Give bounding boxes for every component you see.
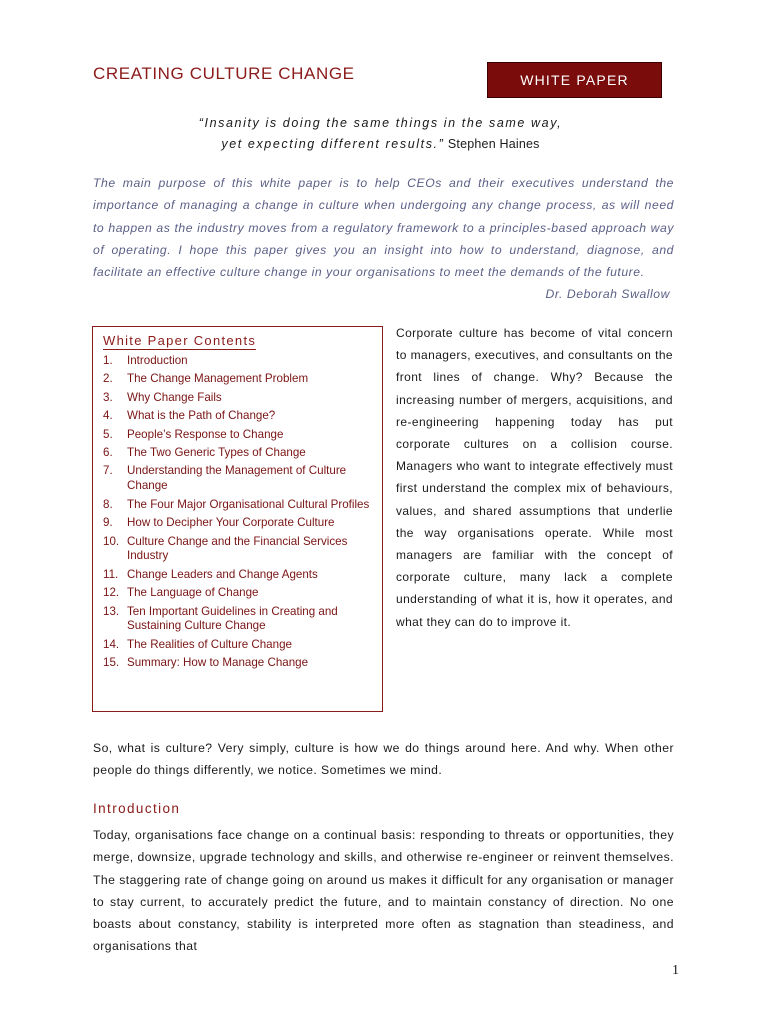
white-paper-badge: WHITE PAPER [487, 62, 662, 98]
contents-list [103, 354, 378, 675]
page-number: 1 [672, 963, 679, 978]
contents-item-text: People’s Response to Change [127, 427, 284, 441]
introduction-paragraph: Today, organisations face change on a continual basis: responding to threats or opportunities, they merge, downsize, upgrade technology and skills, and otherwise re-engineer or reinvent themselves. The staggering rate of change going on around us makes it difficult for any organisation or manager to stay current, to accurately predict the future, and to maintain constancy of direction. No one boasts about constancy, stability is interpreted more often as stagnation than steadiness, and organisations that [93, 828, 674, 954]
contents-item [103, 372, 378, 387]
contents-item-text: What is the Path of Change? [127, 409, 276, 423]
contents-item [103, 428, 378, 443]
contents-item [103, 516, 378, 531]
contents-item-text: The Language of Change [127, 586, 259, 600]
contents-item-text: Summary: How to Manage Change [127, 656, 309, 670]
contents-item-text: The Two Generic Types of Change [127, 445, 306, 459]
contents-item-number: 15. [103, 656, 120, 670]
contents-item-text: The Four Major Organisational Cultural Profiles [127, 497, 370, 511]
contents-title: White Paper Contents [103, 333, 257, 348]
contents-item [103, 354, 378, 369]
contents-item [103, 568, 378, 583]
contents-item [103, 638, 378, 653]
contents-item-number: 13. [103, 604, 120, 618]
contents-item-number: 11. [103, 567, 119, 581]
quote-line-1: “Insanity is doing the same things in the same way, [198, 116, 563, 130]
contents-item-number: 12. [103, 586, 120, 600]
contents-item [103, 586, 378, 601]
opening-quote [93, 113, 668, 155]
contents-item-text: Understanding the Management of Culture Change [127, 464, 347, 492]
culture-definition-paragraph: So, what is culture? Very simply, culture is how we do things around here. And why. When other people do things differently, we notice. Sometimes we mind. [93, 741, 674, 778]
contents-item-number: 9. [103, 516, 113, 530]
contents-item-number: 6. [103, 445, 113, 459]
contents-item-number: 7. [103, 464, 113, 478]
contents-item-text: Ten Important Guidelines in Creating and Sustaining Culture Change [127, 604, 338, 633]
abstract-paragraph [93, 172, 674, 306]
abstract-signature: Dr. Deborah Swallow [545, 287, 670, 302]
contents-item-number: 8. [103, 497, 113, 511]
contents-item-text: Culture Change and the Financial Services Industry [127, 534, 348, 563]
contents-item-number: 5. [103, 427, 113, 441]
contents-item-number: 10. [103, 534, 120, 548]
contents-item [103, 409, 378, 424]
contents-item [103, 605, 378, 634]
contents-item-text: The Realities of Culture Change [127, 637, 292, 651]
contents-item-number: 2. [103, 372, 113, 386]
corporate-culture-paragraph: Corporate culture has become of vital concern to managers, executives, and consultants on the front lines of change. Why? Because the increasing number of mergers, acquisitions, and re-engineering happening today has put corporate cultures on a collision course. Managers who want to integrate effectively must first understand the complex mix of behaviours, values, and shared assumptions that underlie the way organisations operate. While most managers are familiar with the concept of corporate culture, many lack a complete understanding of what it is, how it operates, and what they can do to improve it. [396, 326, 673, 629]
contents-item [103, 391, 378, 406]
contents-item-text: Why Change Fails [127, 390, 222, 404]
contents-item [103, 446, 378, 461]
contents-item-number: 4. [103, 409, 113, 423]
contents-item [103, 464, 378, 493]
introduction-heading: Introduction [93, 801, 181, 816]
quote-line-2: yet expecting different results.” [221, 137, 445, 151]
abstract-text: The main purpose of this white paper is to help CEOs and their executives understand the importance of managing a change in culture when undergoing any change process, as will need to happen as the industry moves from a regulatory framework to a principles-based approach way of operating. I hope this paper gives you an insight into how to understand, diagnose, and facilitate an effective culture change in your organisations to meet the demands of the future. [93, 176, 674, 280]
contents-item [103, 498, 378, 513]
contents-box [92, 326, 383, 712]
contents-item-text: Change Leaders and Change Agents [127, 567, 318, 581]
contents-item-text: The Change Management Problem [127, 372, 309, 386]
contents-item [103, 656, 378, 671]
contents-item-number: 3. [103, 390, 113, 404]
quote-author: Stephen Haines [447, 137, 540, 151]
contents-item-number: 14. [103, 637, 120, 651]
contents-item-text: How to Decipher Your Corporate Culture [127, 516, 335, 530]
contents-item-number: 1. [103, 354, 113, 367]
contents-item [103, 535, 378, 564]
contents-item-text: Introduction [127, 354, 188, 367]
document-title: CREATING CULTURE CHANGE [93, 64, 355, 83]
